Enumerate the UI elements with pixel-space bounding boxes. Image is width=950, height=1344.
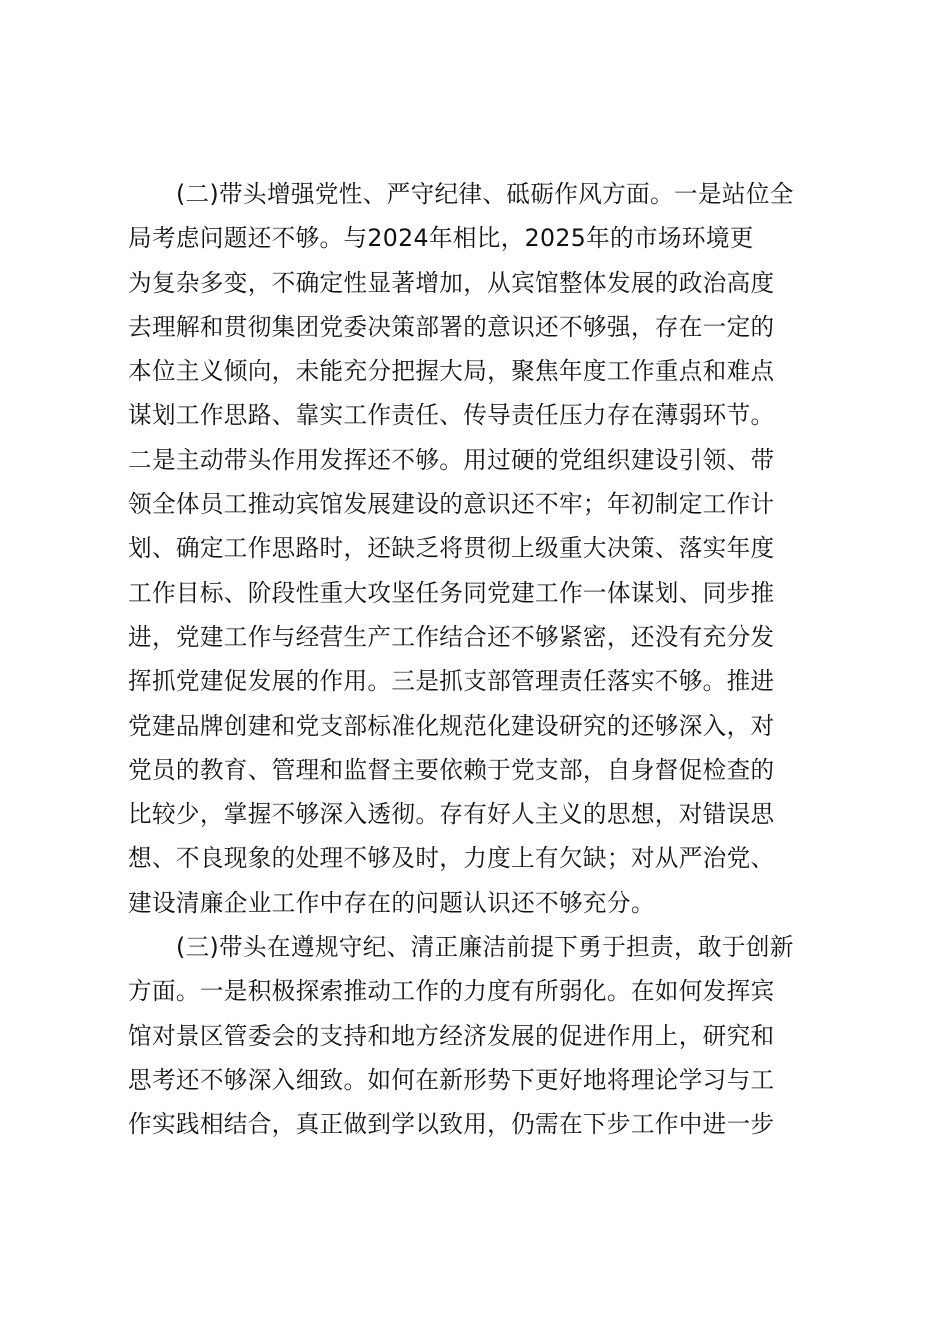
paragraph-line: 工作目标、阶段性重大攻坚任务同党建工作一体谋划、同步推	[128, 578, 775, 607]
paragraph-line: 党员的教育、管理和监督主要依赖于党支部，自身督促检查的	[128, 755, 775, 784]
paragraph-line: 进，党建工作与经营生产工作结合还不够紧密，还没有充分发	[128, 622, 775, 651]
paragraph-line: 去理解和贯彻集团党委决策部署的意识还不够强，存在一定的	[128, 312, 775, 341]
paragraph-line: 思考还不够深入细致。如何在新形势下更好地将理论学习与工	[128, 1065, 775, 1094]
document-body	[128, 172, 824, 1147]
paragraph-line: 作实践相结合，真正做到学以致用，仍需在下步工作中进一步	[128, 1110, 775, 1139]
paragraph-3	[128, 925, 824, 1146]
paragraph-line: 建设清廉企业工作中存在的问题认识还不够充分。	[128, 888, 655, 917]
paragraph-line: 为复杂多变，不确定性显著增加，从宾馆整体发展的政治高度	[128, 268, 775, 297]
paragraph-line: 局考虑问题还不够。与2024年相比，2025年的市场环境更	[128, 224, 754, 253]
paragraph-line: 党建品牌创建和党支部标准化规范化建设研究的还够深入，对	[128, 711, 775, 740]
paragraph-line: 方面。一是积极探索推动工作的力度有所弱化。在如何发挥宾	[128, 977, 775, 1006]
paragraph-line: 划、确定工作思路时，还缺乏将贯彻上级重大决策、落实年度	[128, 534, 775, 563]
paragraph-line: 馆对景区管委会的支持和地方经济发展的促进作用上，研究和	[128, 1021, 775, 1050]
paragraph-line: 领全体员工推动宾馆发展建设的意识还不牢；年初制定工作计	[128, 490, 775, 519]
paragraph-line: 想、不良现象的处理不够及时，力度上有欠缺；对从严治党、	[128, 844, 775, 873]
paragraph-line: 比较少，掌握不够深入透彻。存有好人主义的思想，对错误思	[128, 800, 775, 829]
paragraph-line: 本位主义倾向，未能充分把握大局，聚焦年度工作重点和难点	[128, 357, 775, 386]
paragraph-2	[128, 172, 824, 925]
paragraph-line: (二)带头增强党性、严守纪律、砥砺作风方面。一是站位全	[176, 180, 794, 208]
paragraph-line: 谋划工作思路、靠实工作责任、传导责任压力存在薄弱环节。	[128, 401, 775, 430]
paragraph-line: (三)带头在遵规守纪、清正廉洁前提下勇于担责，敢于创新	[176, 933, 794, 962]
paragraph-line: 二是主动带头作用发挥还不够。用过硬的党组织建设引领、带	[128, 445, 775, 474]
paragraph-line: 挥抓党建促发展的作用。三是抓支部管理责任落实不够。推进	[128, 667, 775, 696]
